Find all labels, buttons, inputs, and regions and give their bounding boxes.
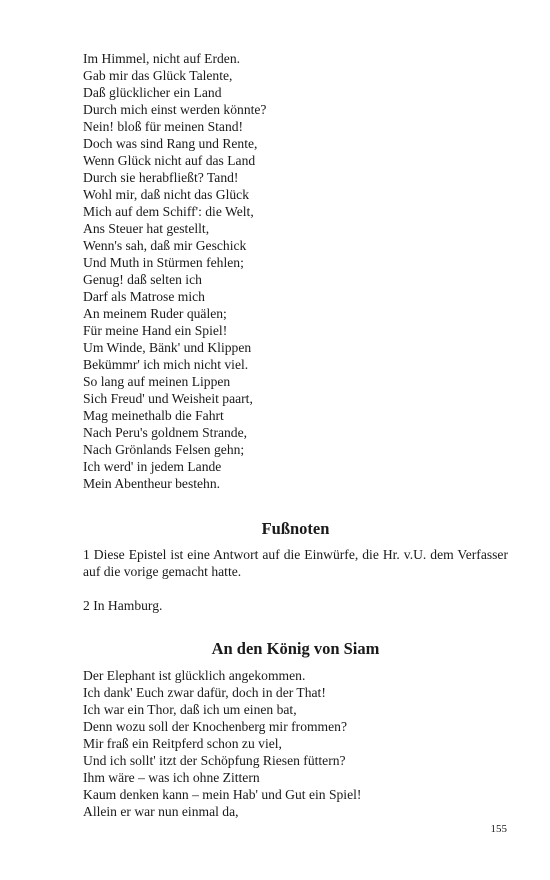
verse-line: Genug! daß selten ich	[83, 272, 202, 287]
verse-line: Durch mich einst werden könnte?	[83, 102, 267, 117]
verse-line: Und Muth in Stürmen fehlen;	[83, 255, 244, 270]
verse-line: Allein er war nun einmal da,	[83, 804, 239, 819]
poem-title: An den König von Siam	[211, 639, 380, 658]
verse-line: Mag meinethalb die Fahrt	[83, 408, 224, 423]
verse-line: Durch sie herabfließt? Tand!	[83, 170, 239, 185]
verse-line: Wohl mir, daß nicht das Glück	[83, 187, 249, 202]
verse-line: Ich dank' Euch zwar dafür, doch in der That!	[83, 685, 326, 700]
footnote-1: 1 Diese Epistel ist eine Antwort auf die Einwürfe, die Hr. v.U. dem Verfasser auf die vorige gemacht hatte.	[83, 547, 508, 579]
footnotes-section	[83, 546, 508, 614]
verse-line: Mich auf dem Schiff': die Welt,	[83, 204, 254, 219]
footnotes-heading: Fußnoten	[261, 519, 330, 538]
verse-line: Ich war ein Thor, daß ich um einen bat,	[83, 702, 297, 717]
verse-line: Und ich sollt' itzt der Schöpfung Riesen füttern?	[83, 753, 346, 768]
verse-line: So lang auf meinen Lippen	[83, 374, 231, 389]
verse-line: Daß glücklicher ein Land	[83, 85, 222, 100]
verse-line: Für meine Hand ein Spiel!	[83, 323, 228, 338]
verse-line: Wenn Glück nicht auf das Land	[83, 153, 256, 168]
verse-line: Ans Steuer hat gestellt,	[83, 221, 210, 236]
verse-line: Wenn's sah, daß mir Geschick	[83, 238, 247, 253]
verse-line: Denn wozu soll der Knochenberg mir frommen?	[83, 719, 347, 734]
poem-siam	[83, 667, 508, 820]
verse-line: Nach Peru's goldnem Strande,	[83, 425, 248, 440]
verse-line: Doch was sind Rang und Rente,	[83, 136, 258, 151]
verse-line: Ihm wäre – was ich ohne Zittern	[83, 770, 260, 785]
verse-line: Darf als Matrose mich	[83, 289, 205, 304]
verse-line: Mir fraß ein Reitpferd schon zu viel,	[83, 736, 282, 751]
verse-line: Nein! bloß für meinen Stand!	[83, 119, 244, 134]
verse-line: Kaum denken kann – mein Hab' und Gut ein Spiel!	[83, 787, 362, 802]
verse-line: Nach Grönlands Felsen gehn;	[83, 442, 245, 457]
page-number: 155	[490, 823, 507, 835]
poem-continued	[83, 50, 508, 492]
verse-line: Ich werd' in jedem Lande	[83, 459, 222, 474]
page-body	[83, 50, 508, 820]
verse-line: An meinem Ruder quälen;	[83, 306, 227, 321]
verse-line: Mein Abentheur bestehn.	[83, 476, 221, 491]
verse-line: Bekümmr' ich mich nicht viel.	[83, 357, 249, 372]
verse-line: Gab mir das Glück Talente,	[83, 68, 233, 83]
verse-line: Um Winde, Bänk' und Klippen	[83, 340, 252, 355]
verse-line: Der Elephant ist glücklich angekommen.	[83, 668, 306, 683]
footnote-2: 2 In Hamburg.	[83, 598, 163, 613]
verse-line: Sich Freud' und Weisheit paart,	[83, 391, 253, 406]
verse-line: Im Himmel, nicht auf Erden.	[83, 51, 241, 66]
